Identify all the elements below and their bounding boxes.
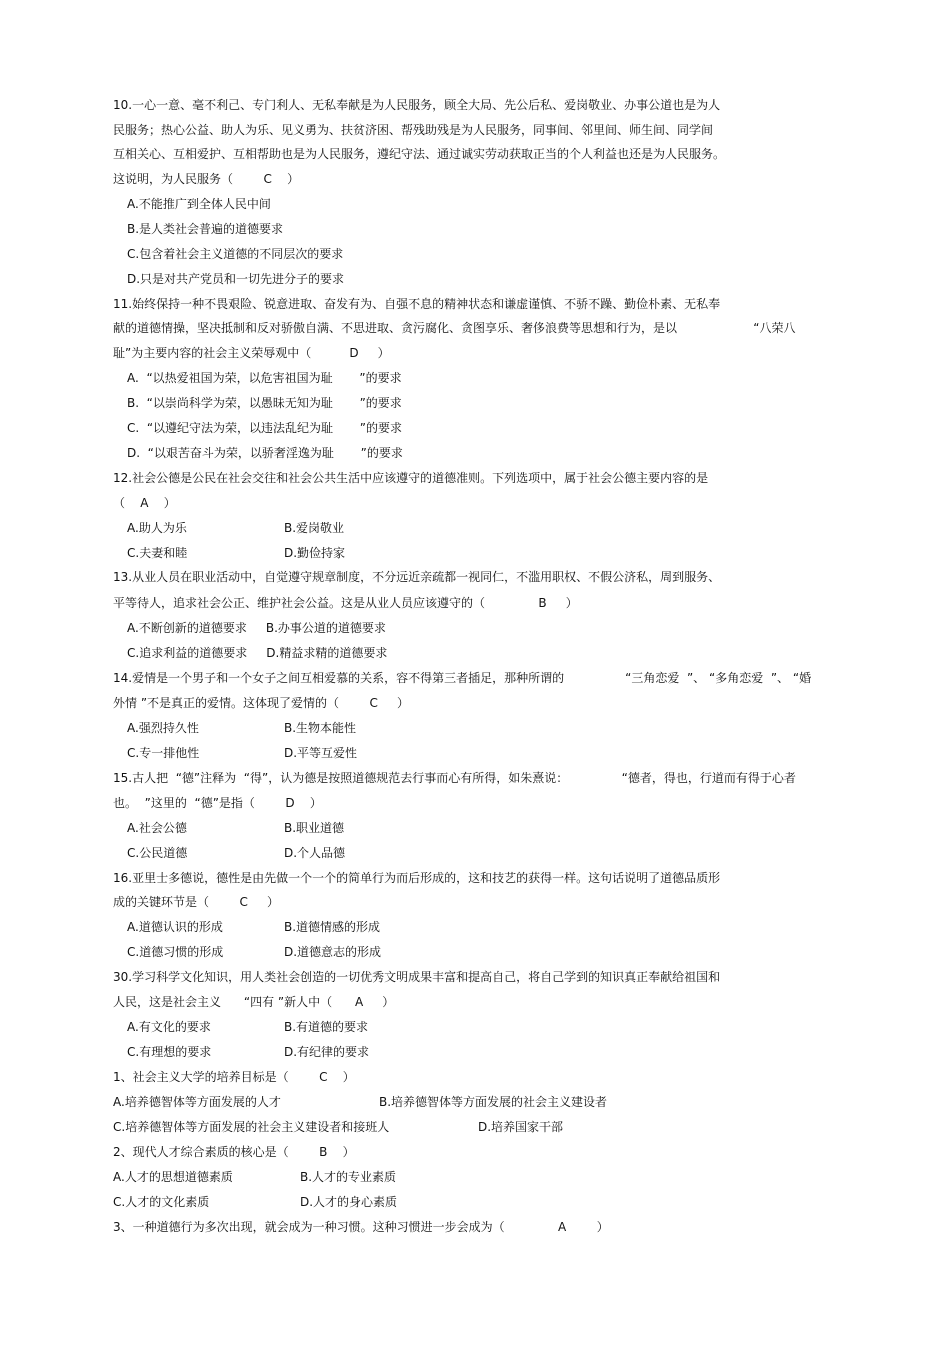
text-line: D.培养国家干部	[478, 1120, 564, 1134]
text-line: 2、现代人才综合素质的核心是（ B ）	[113, 1145, 355, 1159]
text-line: 15.古人把 “德”注释为 “得”，认为德是按照道德规范去行事而心有所得，如朱熹说： “德者，得也，行道而有得于心者	[113, 771, 796, 785]
text-line: B.是人类社会普遍的道德要求	[127, 222, 284, 236]
text-line: D.道德意志的形成	[284, 945, 382, 959]
text-line: 3、一种道德行为多次出现，就会成为一种习惯。这种习惯进一步会成为（ A ）	[113, 1220, 609, 1234]
text-line: D.勤俭持家	[284, 546, 346, 560]
text-line: 也。 ”这里的 “德”是指（ D ）	[113, 796, 322, 810]
text-line: B. “以崇尚科学为荣，以愚昧无知为耻 ”的要求	[127, 396, 402, 410]
text-line: B.职业道德	[284, 821, 345, 835]
text-line: B.爱岗敬业	[284, 521, 345, 535]
text-line: A.助人为乐	[127, 521, 187, 535]
text-line: 成的关键环节是（ C ）	[113, 895, 279, 909]
text-line: 民服务；热心公益、助人为乐、见义勇为、扶贫济困、帮残助残是为人民服务，同事间、邻里间、师生间、同学间	[113, 123, 714, 137]
text-line: 11.始终保持一种不畏艰险、锐意进取、奋发有为、自强不息的精神状态和谦虚谨慎、不骄不躁、勤俭朴素、无私奉	[113, 297, 721, 311]
text-line: C. “以遵纪守法为荣，以违法乱纪为耻 ”的要求	[127, 421, 402, 435]
text-line: B.道德情感的形成	[284, 920, 381, 934]
text-line: C.追求利益的道德要求 D.精益求精的道德要求	[127, 646, 388, 660]
text-line: 12.社会公德是公民在社会交往和社会公共生活中应该遵守的道德准则。下列选项中，属于社会公德主要内容的是	[113, 471, 709, 485]
text-line: A.不能推广到全体人民中间	[127, 197, 271, 211]
text-line: C.培养德智体等方面发展的社会主义建设者和接班人	[113, 1120, 390, 1134]
text-line: 献的道德情操，坚决抵制和反对骄傲自满、不思进取、贪污腐化、贪图享乐、奢侈浪费等思想和行为，是以 “八荣八	[113, 321, 796, 335]
text-line: 互相关心、互相爱护、互相帮助也是为人民服务，遵纪守法、通过诚实劳动获取正当的个人利益也还是为人民服务。	[113, 147, 726, 161]
text-line: C.有理想的要求	[127, 1045, 212, 1059]
text-line: 人民，这是社会主义 “四有 ”新人中（ A ）	[113, 995, 395, 1009]
text-line: A.道德认识的形成	[127, 920, 223, 934]
text-line: C.夫妻和睦	[127, 546, 188, 560]
text-line: D.只是对共产党员和一切先进分子的要求	[127, 272, 345, 286]
text-line: C.公民道德	[127, 846, 188, 860]
text-line: C.道德习惯的形成	[127, 945, 224, 959]
text-line: A.不断创新的道德要求 B.办事公道的道德要求	[127, 621, 386, 635]
text-line: B.培养德智体等方面发展的社会主义建设者	[379, 1095, 608, 1109]
text-line: 10.一心一意、毫不利己、专门利人、无私奉献是为人民服务，顾全大局、先公后私、爱岗敬业、办事公道也是为人	[113, 98, 721, 112]
text-line: D.有纪律的要求	[284, 1045, 370, 1059]
text-line: D.平等互爱性	[284, 746, 358, 760]
text-line: 13.从业人员在职业活动中，自觉遵守规章制度，不分远近亲疏都一视同仁，不滥用职权、不假公济私，周到服务、	[113, 570, 721, 584]
text-line: A.培养德智体等方面发展的人才	[113, 1095, 281, 1109]
text-line: 这说明，为人民服务（ C ）	[113, 172, 300, 186]
text-line: A.强烈持久性	[127, 721, 199, 735]
text-line: 14.爱情是一个男子和一个女子之间互相爱慕的关系，容不得第三者插足，那种所谓的 “三角恋爱 ”、 “多角恋爱 ”、 “婚	[113, 671, 812, 685]
text-line: D.个人品德	[284, 846, 346, 860]
text-line: 30.学习科学文化知识，用人类社会创造的一切优秀文明成果丰富和提高自己，将自己学到的知识真正奉献给祖国和	[113, 970, 721, 984]
text-line: 平等待人，追求社会公正、维护社会公益。这是从业人员应该遵守的（ B ）	[113, 596, 578, 610]
text-line: A.社会公德	[127, 821, 187, 835]
text-line: D. “以艰苦奋斗为荣，以骄奢淫逸为耻 ”的要求	[127, 446, 403, 460]
text-line: B.生物本能性	[284, 721, 357, 735]
text-line: C.专一排他性	[127, 746, 200, 760]
text-line: C.人才的文化素质	[113, 1195, 210, 1209]
text-line: （ A ）	[113, 496, 176, 510]
text-line: 外情 ”不是真正的爱情。这体现了爱情的（ C ）	[113, 696, 409, 710]
text-line: A. “以热爱祖国为荣，以危害祖国为耻 ”的要求	[127, 371, 402, 385]
text-line: B.有道德的要求	[284, 1020, 369, 1034]
text-line: 1、社会主义大学的培养目标是（ C ）	[113, 1070, 355, 1084]
text-line: A.有文化的要求	[127, 1020, 211, 1034]
text-line: 16.亚里士多德说，德性是由先做一个一个的简单行为而后形成的，这和技艺的获得一样。这句话说明了道德品质形	[113, 871, 721, 885]
text-line: B.人才的专业素质	[300, 1170, 397, 1184]
text-line: C.包含着社会主义道德的不同层次的要求	[127, 247, 344, 261]
text-line: D.人才的身心素质	[300, 1195, 398, 1209]
text-line: 耻”为主要内容的社会主义荣辱观中（ D ）	[113, 346, 390, 360]
text-line: A.人才的思想道德素质	[113, 1170, 233, 1184]
